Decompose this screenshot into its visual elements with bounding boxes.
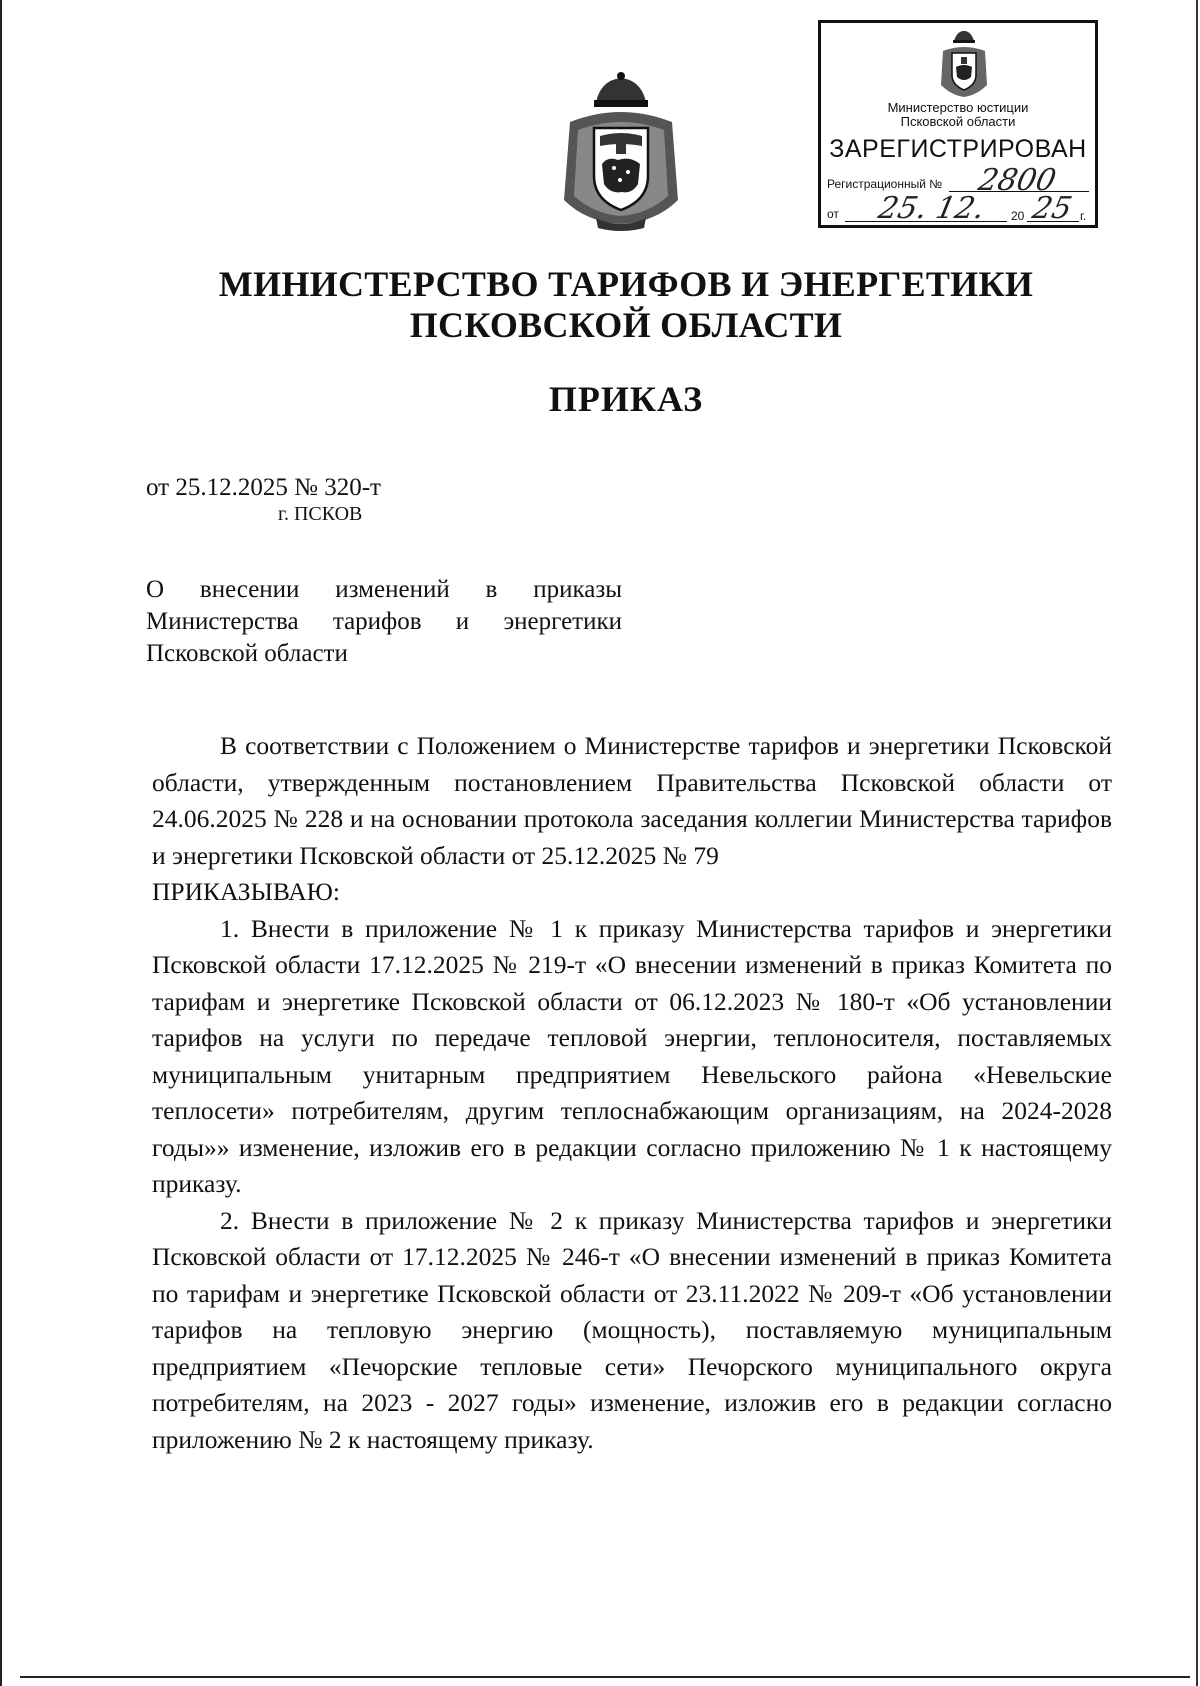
stamp-registration-row bbox=[827, 163, 1089, 198]
coat-of-arms-icon bbox=[556, 72, 686, 232]
stamp-reg-label: Регистрационный № bbox=[827, 177, 943, 191]
stamp-coat-of-arms-icon bbox=[937, 29, 991, 101]
stamp-status: ЗАРЕГИСТРИРОВАН bbox=[829, 135, 1087, 163]
scan-edge-right bbox=[1196, 0, 1198, 1686]
stamp-reg-number: 2800 bbox=[975, 163, 1060, 198]
scan-edge-left bbox=[0, 0, 2, 1686]
order-verb: ПРИКАЗЫВАЮ: bbox=[152, 877, 340, 906]
order-subject: О внесении изменений в приказы Министерства тарифов и энергетики Псковской области bbox=[146, 576, 622, 667]
stamp-date-day-month: 25. 12. bbox=[875, 191, 988, 226]
stamp-date-prefix: от bbox=[827, 207, 839, 221]
order-item-2: 2. Внести в приложение № 2 к приказу Министерства тарифов и энергетики Псковской области от 17.12.2025 № 246-т «О внесении изменений в приказ Комитета по тарифам и энергетике Псковской области от 23.11.2022 № 209-т «Об установлении тарифов на тепловую энергию (мощность), поставляемую муниципальным предприятием «Печорские тепловые сети» Печорского муниципального округа потребителям, на 2023 - 2027 годы» изменение, изложив его в редакции согласно приложению № 2 к настоящему приказу. bbox=[152, 1205, 1112, 1454]
order-body bbox=[152, 728, 1112, 1458]
order-date-number: от 25.12.2025 № 320-т bbox=[146, 474, 381, 501]
stamp-year-suffix: 25 bbox=[1029, 191, 1075, 226]
stamp-year-letter: г. bbox=[1080, 209, 1087, 223]
ministry-title-line2: ПСКОВСКОЙ ОБЛАСТИ bbox=[409, 305, 843, 345]
order-city: г. ПСКОВ bbox=[278, 503, 363, 525]
preamble-paragraph: В соответствии с Положением о Министерстве тарифов и энергетики Псковской области, утвержденным постановлением Правительства Псковской области от 24.06.2025 № 228 и на основании протокола заседания коллегии Министерства тарифов и энергетики Псковской области от 25.12.2025 № 79 bbox=[152, 731, 1112, 870]
scan-edge-bottom bbox=[20, 1676, 1190, 1678]
stamp-region-name: Псковской области bbox=[900, 114, 1016, 129]
registration-stamp bbox=[818, 20, 1098, 228]
stamp-date-row bbox=[827, 191, 1089, 226]
ministry-title-line1: МИНИСТЕРСТВО ТАРИФОВ И ЭНЕРГЕТИКИ bbox=[218, 264, 1034, 304]
order-item-1: 1. Внести в приложение № 1 к приказу Министерства тарифов и энергетики Псковской области 17.12.2025 № 219-т «О внесении изменений в приказ Комитета по тарифам и энергетике Псковской области от 06.12.2023 № 180-т «Об установлении тарифов на услуги по передаче тепловой энергии, теплоносителя, поставляемых муниципальным унитарным предприятием Невельского района «Невельские теплосети» потребителям, другим теплоснабжающим организациям, на 2024-2028 годы»» изменение, изложив его в редакции согласно приложению № 1 к настоящему приказу. bbox=[152, 913, 1112, 1198]
stamp-ministry-name: Министерство юстиции bbox=[887, 100, 1029, 115]
stamp-year-prefix: 20 bbox=[1011, 209, 1025, 223]
order-heading: ПРИКАЗ bbox=[548, 379, 704, 419]
